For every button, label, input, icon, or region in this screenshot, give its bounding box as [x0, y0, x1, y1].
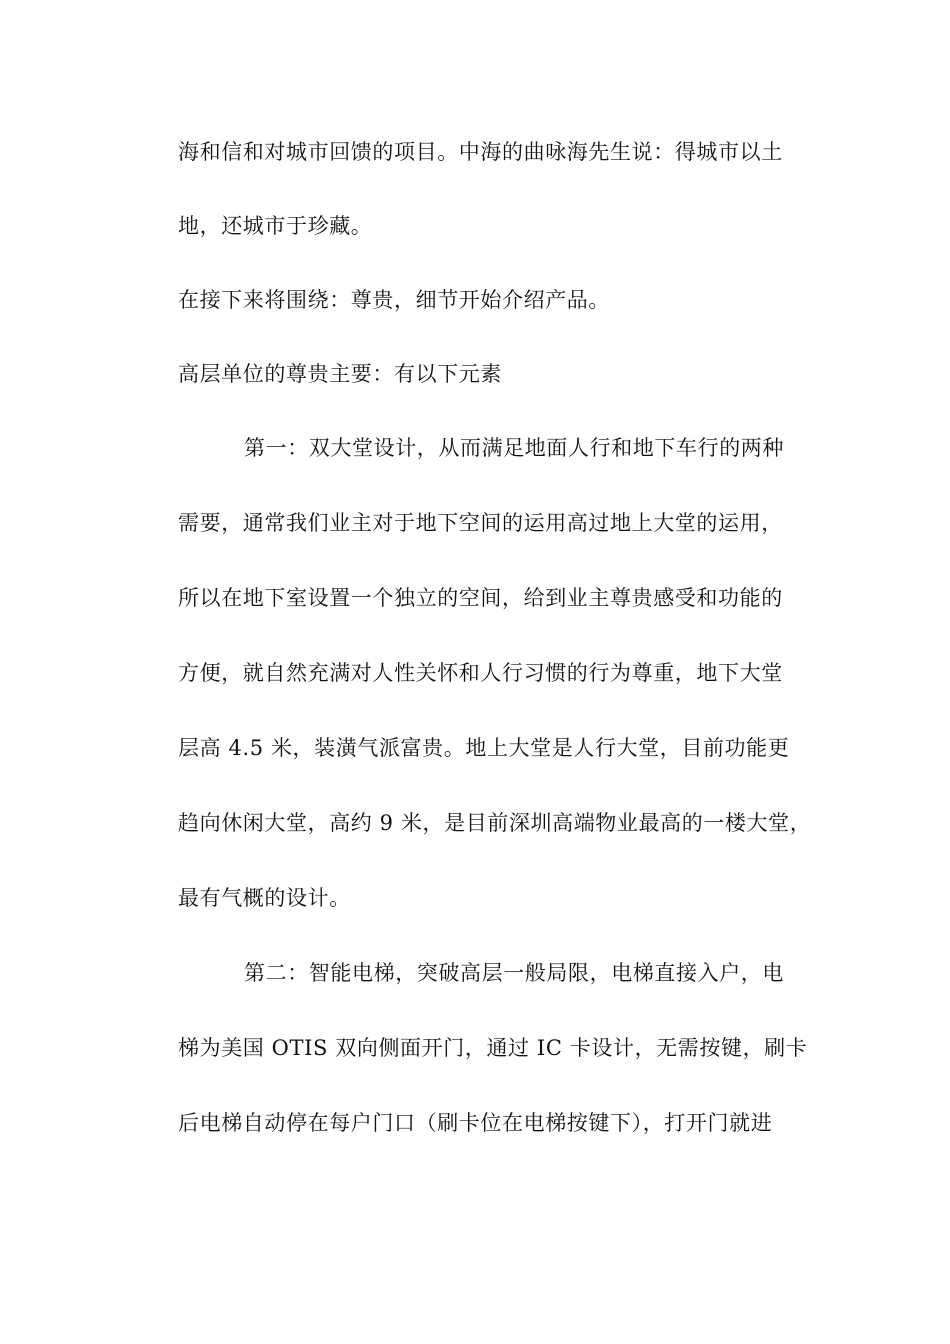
paragraph-line: 方便，就自然充满对人性关怀和人行习惯的行为尊重，地下大堂: [178, 661, 783, 685]
paragraph-line: 趋向休闲大堂，高约 9 米，是目前深圳高端物业最高的一楼大堂，: [178, 811, 812, 835]
paragraph-line: 所以在地下室设置一个独立的空间，给到业主尊贵感受和功能的: [178, 586, 783, 610]
paragraph-line: 层高 4.5 米，装潢气派富贵。地上大堂是人行大堂，目前功能更: [178, 736, 790, 760]
paragraph-line: 后电梯自动停在每户门口（刷卡位在电梯按键下），打开门就进: [178, 1111, 773, 1135]
paragraph-line: 第一：双大堂设计，从而满足地面人行和地下车行的两种: [244, 436, 784, 460]
paragraph-line: 最有气概的设计。: [178, 886, 351, 910]
paragraph-line: 海和信和对城市回馈的项目。中海的曲咏海先生说：得城市以土: [178, 140, 783, 164]
paragraph-line: 在接下来将围绕：尊贵，细节开始介绍产品。: [178, 288, 610, 312]
paragraph-line: 地，还城市于珍藏。: [178, 214, 373, 238]
paragraph-line: 需要，通常我们业主对于地下空间的运用高过地上大堂的运用，: [178, 511, 783, 535]
paragraph-line: 第二：智能电梯，突破高层一般局限，电梯直接入户，电: [244, 961, 784, 985]
paragraph-line: 梯为美国 OTIS 双向侧面开门，通过 IC 卡设计，无需按键，刷卡: [178, 1036, 808, 1060]
paragraph-line: 高层单位的尊贵主要：有以下元素: [178, 362, 502, 386]
